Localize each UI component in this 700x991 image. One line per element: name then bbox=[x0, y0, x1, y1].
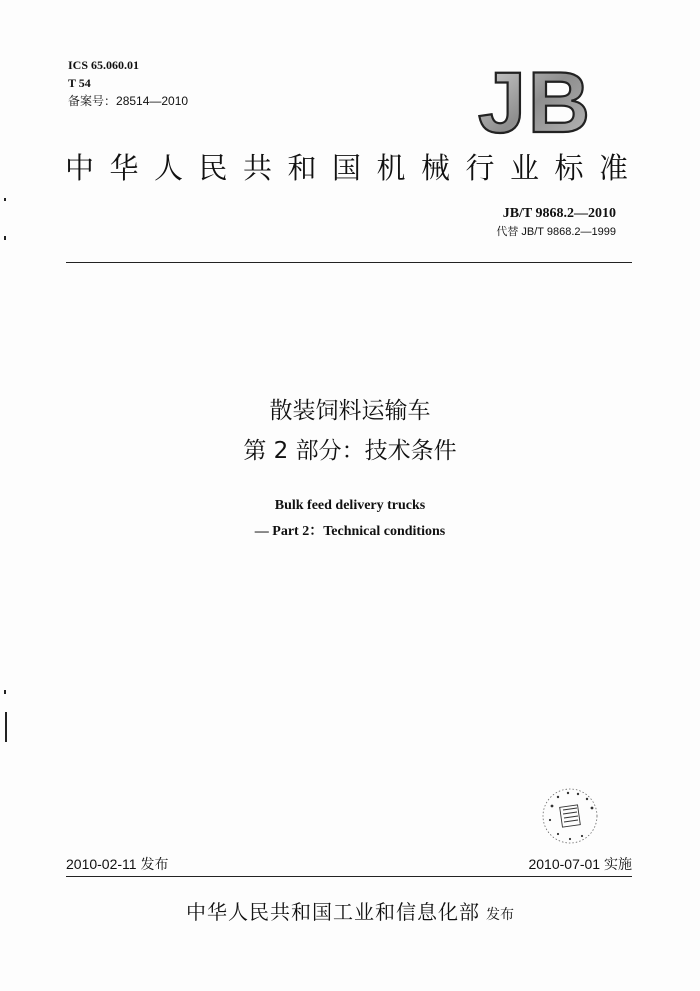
scan-mark bbox=[4, 690, 6, 694]
jb-logo bbox=[470, 60, 600, 140]
implementation-date: 2010-07-01 实施 bbox=[528, 856, 632, 872]
document-subtitle-en: — Part 2：Technical conditions bbox=[254, 524, 446, 539]
classification-block bbox=[68, 56, 188, 110]
publisher: 中华人民共和国工业和信息化部 发布 bbox=[186, 900, 514, 924]
jb-logo-text: JB bbox=[478, 60, 592, 140]
ics-code: ICS 65.060.01 bbox=[68, 58, 140, 72]
document-subtitle-zh: 第 2 部分：技术条件 bbox=[243, 438, 457, 464]
category-code: T 54 bbox=[68, 76, 91, 90]
standard-number: JB/T 9868.2—2010 bbox=[502, 206, 616, 221]
document-title-en: Bulk feed delivery trucks bbox=[274, 498, 426, 513]
divider-bottom bbox=[66, 876, 632, 877]
record-number: 备案号：28514—2010 bbox=[68, 94, 189, 108]
standard-type-heading: 中华人民共和国机械行业标准 bbox=[65, 151, 644, 185]
scan-mark bbox=[4, 236, 6, 240]
replaced-standard: 代替 JB/T 9868.2—1999 bbox=[496, 226, 616, 238]
issue-date: 2010-02-11 发布 bbox=[66, 856, 169, 872]
standard-number-block bbox=[496, 202, 616, 240]
scan-mark bbox=[5, 712, 7, 742]
scan-mark bbox=[4, 198, 6, 201]
divider-top bbox=[66, 262, 632, 263]
document-title-zh: 散装饲料运输车 bbox=[269, 398, 431, 424]
seal-stamp-icon bbox=[538, 784, 602, 848]
